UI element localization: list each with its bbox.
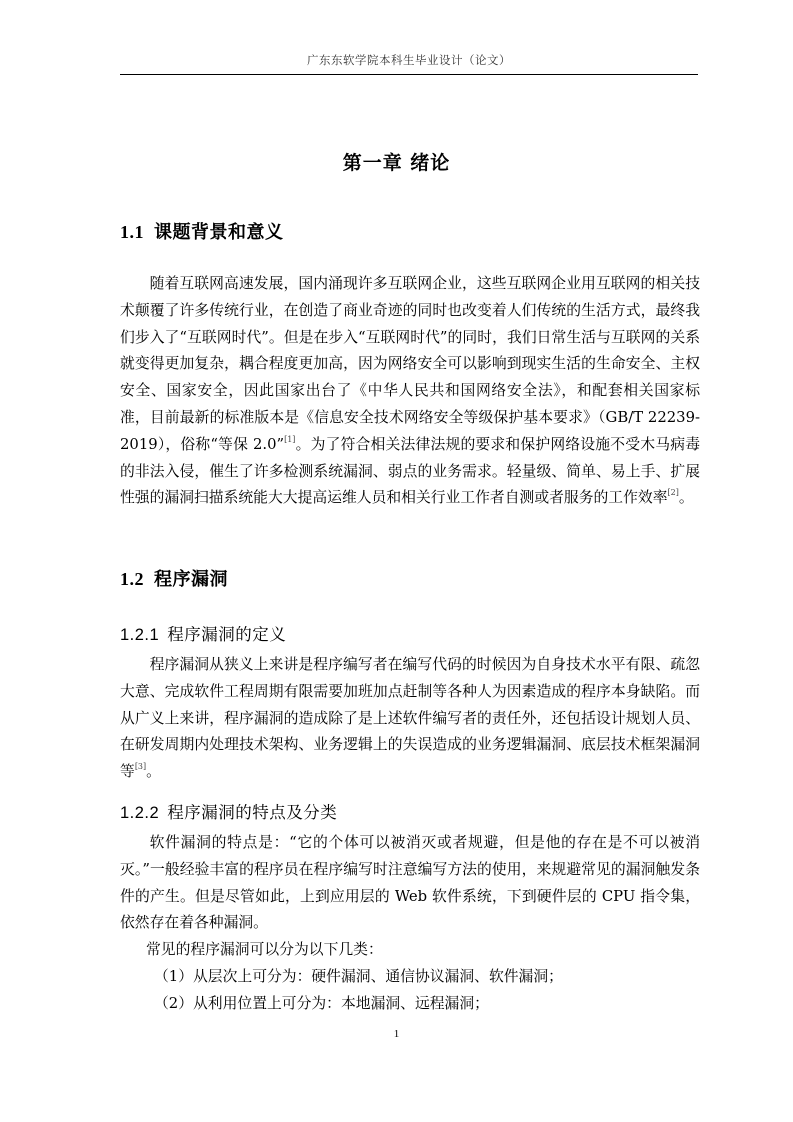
paragraph-text: 。 — [146, 763, 161, 781]
section-heading-1-1 — [120, 218, 284, 244]
subsection-title: 程序漏洞的特点及分类 — [167, 803, 338, 822]
citation-ref-3: [3] — [134, 762, 147, 772]
section-title: 程序漏洞 — [154, 569, 228, 590]
subsection-heading-1-2-2 — [120, 799, 337, 823]
page-header — [120, 50, 698, 75]
paragraph-text: 。为了符合相关法律法规的要求和保护网络设施不受木马病毒的非法入侵，催生了许多检测系统漏洞、弱点的业务需求。轻量级、简单、易上手、扩展性强的漏洞扫描系统能大大提高运维人员和相关行业工作者自测或者服务的工作效率 — [120, 435, 700, 507]
list-item: （2）从利用位置上可分为：本地漏洞、远程漏洞； — [154, 995, 489, 1012]
paragraph-background — [120, 271, 700, 512]
citation-ref-2: [2] — [667, 488, 679, 498]
paragraph-text: 。 — [678, 489, 694, 507]
section-number: 1.1 — [120, 222, 144, 242]
chapter-title: 第一章 绪论 — [342, 152, 451, 174]
paragraph-text: 程序漏洞从狭义上来讲是程序编写者在编写代码的时候因为自身技术水平有限、疏忽大意、完成软件工程周期有限需要加班加点赶制等各种人为因素造成的程序本身缺陷。而从广义上来讲，程序漏洞的造成除了是上述软件编写者的责任外，还包括设计规划人员、在研发周期内处理技术架构、业务逻辑上的失误造成的业务逻辑漏洞、底层技术框架漏洞等 — [120, 656, 700, 781]
section-title: 课题背景和意义 — [154, 222, 284, 243]
subsection-number: 1.2.2 — [120, 804, 160, 822]
subsection-title: 程序漏洞的定义 — [167, 625, 287, 644]
list-item: （1）从层次上可分为：硬件漏洞、通信协议漏洞、软件漏洞； — [154, 968, 563, 985]
paragraph-features — [120, 830, 700, 937]
subsection-heading-1-2-1 — [120, 621, 286, 645]
categories-intro: 常见的程序漏洞可以分为以下几类： — [146, 941, 383, 958]
section-number: 1.2 — [120, 569, 144, 589]
page-number: 1 — [393, 1028, 400, 1040]
paragraph-definition — [120, 652, 700, 786]
paragraph-text: 软件漏洞的特点是：“它的个体可以被消灭或者规避，但是他的存在是不可以被消灭。”一般经验丰富的程序员在程序编写时注意编写方法的使用，来规避常见的漏洞触发条件的产生。但是尽管如此，上到应用层的 Web 软件系统，下到硬件层的 CPU 指令集，依然存在着各种漏洞。 — [120, 834, 700, 932]
section-heading-1-2 — [120, 565, 228, 591]
subsection-number: 1.2.1 — [120, 626, 160, 644]
paragraph-text: 随着互联网高速发展，国内涌现许多互联网企业，这些互联网企业用互联网的相关技术颠覆了许多传统行业，在创造了商业奇迹的同时也改变着人们传统的生活方式，最终我们步入了“互联网时代”。但是在步入“互联网时代”的同时，我们日常生活与互联网的关系就变得更加复杂，耦合程度更加高，因为网络安全可以影响到现实生活的生命安全、主权安全、国家安全，因此国家出台了《中华人民共和国网络安全法》，和配套相关国家标准，目前最新的标准版本是《信息安全技术网络安全等级保护基本要求》（GB/T 22239-2019），俗称“等保 2.0” — [120, 275, 700, 453]
header-text: 广东东软学院本科生毕业设计（论文） — [307, 53, 511, 67]
citation-ref-1: [1] — [284, 434, 296, 444]
